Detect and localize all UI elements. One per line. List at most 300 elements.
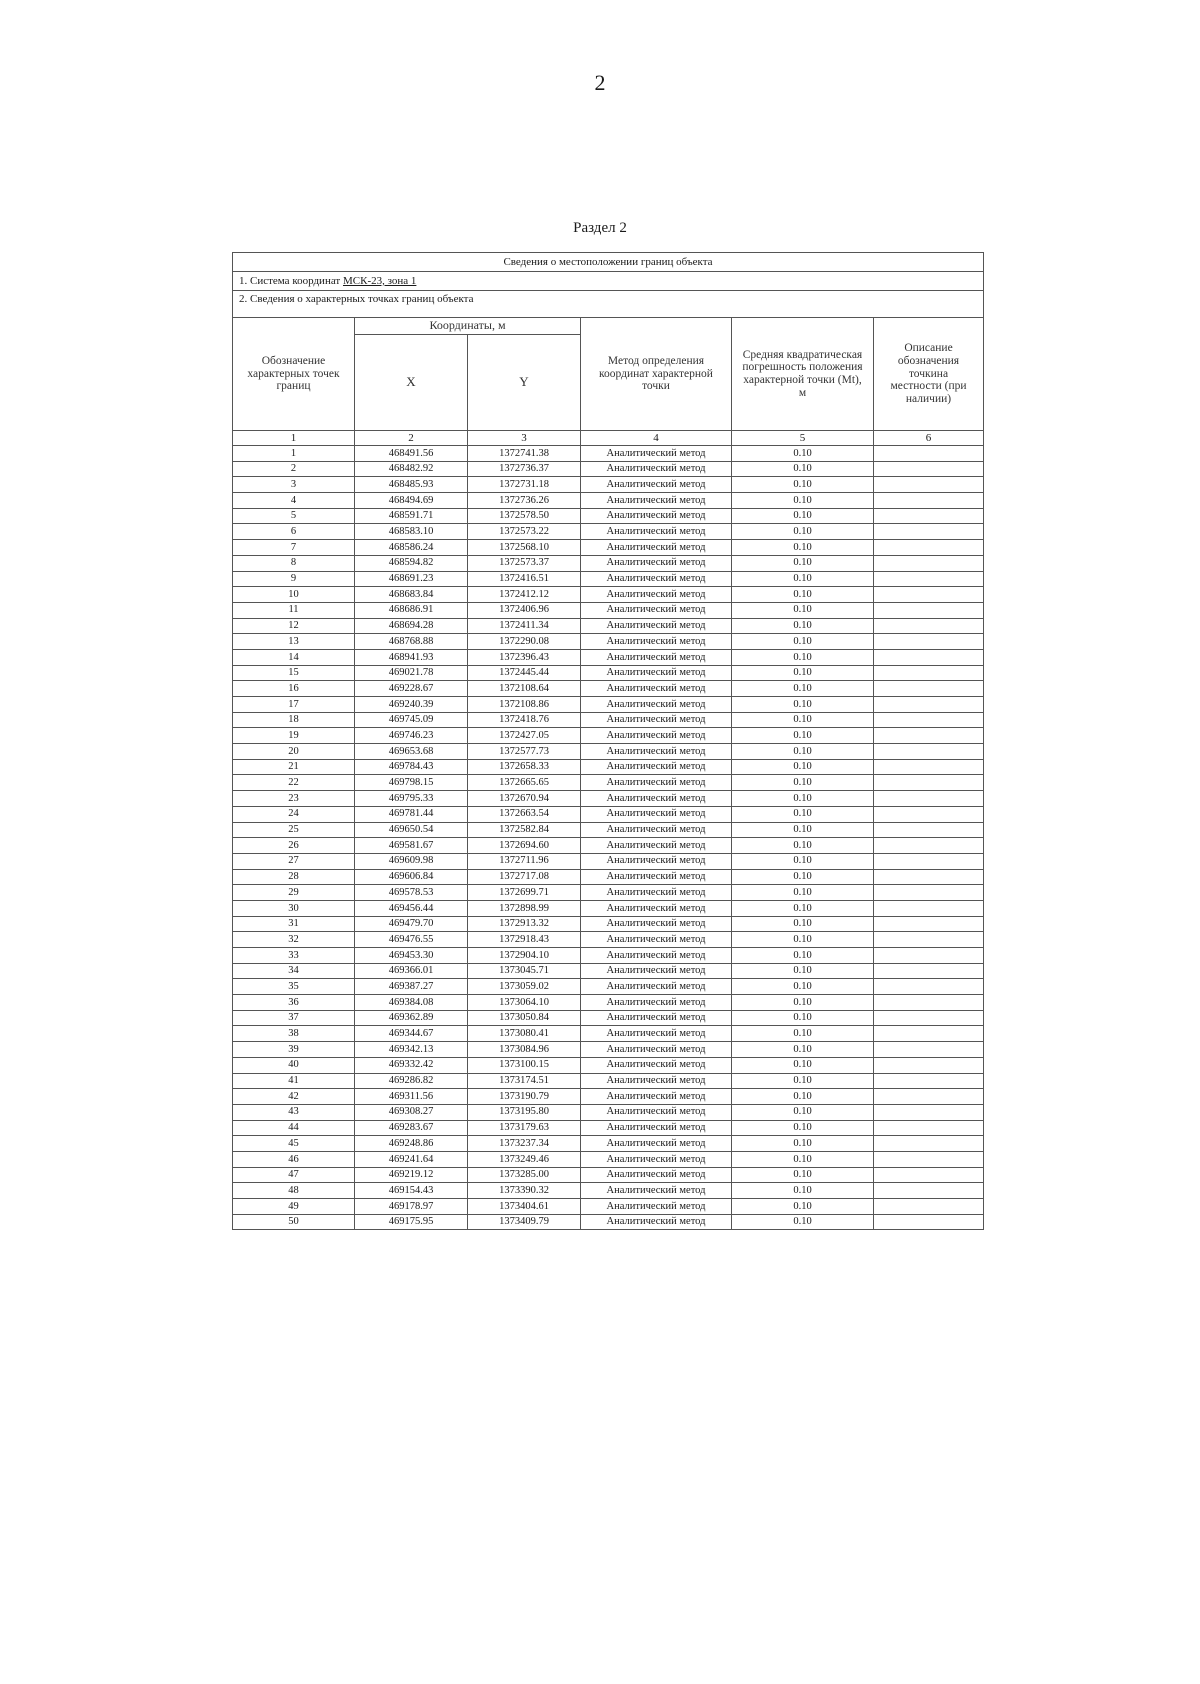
coordinate-x: 469456.44 xyxy=(355,900,468,916)
mean-error: 0.10 xyxy=(732,1136,874,1152)
table-row xyxy=(233,446,984,462)
coordinate-x: 469653.68 xyxy=(355,744,468,760)
mean-error: 0.10 xyxy=(732,932,874,948)
mean-error: 0.10 xyxy=(732,446,874,462)
method: Аналитический метод xyxy=(581,995,732,1011)
point-number: 50 xyxy=(233,1214,355,1230)
coordinate-x: 469479.70 xyxy=(355,916,468,932)
method: Аналитический метод xyxy=(581,916,732,932)
point-description xyxy=(874,461,984,477)
point-number: 22 xyxy=(233,775,355,791)
method: Аналитический метод xyxy=(581,1151,732,1167)
coordinate-y: 1373390.32 xyxy=(468,1183,581,1199)
table-row xyxy=(233,1214,984,1230)
coordinate-y: 1372699.71 xyxy=(468,885,581,901)
point-number: 11 xyxy=(233,602,355,618)
coordinate-x: 469344.67 xyxy=(355,1026,468,1042)
point-number: 30 xyxy=(233,900,355,916)
method: Аналитический метод xyxy=(581,1183,732,1199)
point-description xyxy=(874,1183,984,1199)
coordinate-x: 469606.84 xyxy=(355,869,468,885)
section-title: Раздел 2 xyxy=(573,220,627,236)
boundary-points-sheet xyxy=(232,252,983,1230)
point-number: 42 xyxy=(233,1089,355,1105)
point-description xyxy=(874,948,984,964)
table-row xyxy=(233,853,984,869)
point-number: 41 xyxy=(233,1073,355,1089)
coordinate-y: 1372573.22 xyxy=(468,524,581,540)
method: Аналитический метод xyxy=(581,885,732,901)
method: Аналитический метод xyxy=(581,1010,732,1026)
coordinate-x: 469781.44 xyxy=(355,806,468,822)
mean-error: 0.10 xyxy=(732,587,874,603)
point-number: 33 xyxy=(233,948,355,964)
mean-error: 0.10 xyxy=(732,618,874,634)
table-row xyxy=(233,1167,984,1183)
coordinate-y: 1372658.33 xyxy=(468,759,581,775)
coordinate-x: 469746.23 xyxy=(355,728,468,744)
point-description xyxy=(874,853,984,869)
coordinate-y: 1372406.96 xyxy=(468,602,581,618)
coordinate-y: 1373237.34 xyxy=(468,1136,581,1152)
method: Аналитический метод xyxy=(581,587,732,603)
point-description xyxy=(874,963,984,979)
coordinate-x: 468586.24 xyxy=(355,540,468,556)
table-row xyxy=(233,759,984,775)
coordinate-y: 1372670.94 xyxy=(468,791,581,807)
coordinate-y: 1373195.80 xyxy=(468,1104,581,1120)
point-description xyxy=(874,869,984,885)
point-number: 32 xyxy=(233,932,355,948)
point-description xyxy=(874,885,984,901)
table-row xyxy=(233,916,984,932)
table-row xyxy=(233,728,984,744)
point-description xyxy=(874,1104,984,1120)
column-number: 2 xyxy=(355,431,468,446)
header-method: Метод определения координат характерной точки xyxy=(581,318,732,431)
mean-error: 0.10 xyxy=(732,508,874,524)
column-number: 4 xyxy=(581,431,732,446)
table-row xyxy=(233,948,984,964)
coordinate-y: 1373100.15 xyxy=(468,1057,581,1073)
coordinate-y: 1373404.61 xyxy=(468,1199,581,1215)
method: Аналитический метод xyxy=(581,1167,732,1183)
coordinate-y: 1372578.50 xyxy=(468,508,581,524)
coordinate-x: 469240.39 xyxy=(355,697,468,713)
column-number: 6 xyxy=(874,431,984,446)
point-description xyxy=(874,791,984,807)
coordinate-x: 468491.56 xyxy=(355,446,468,462)
point-number: 39 xyxy=(233,1042,355,1058)
table-row xyxy=(233,602,984,618)
method: Аналитический метод xyxy=(581,1120,732,1136)
coordinate-x: 469609.98 xyxy=(355,853,468,869)
point-description xyxy=(874,1151,984,1167)
point-description xyxy=(874,477,984,493)
point-description xyxy=(874,1120,984,1136)
coordinate-y: 1372445.44 xyxy=(468,665,581,681)
coordinate-x: 468494.69 xyxy=(355,493,468,509)
coordinate-x: 468941.93 xyxy=(355,649,468,665)
method: Аналитический метод xyxy=(581,697,732,713)
table-row xyxy=(233,900,984,916)
point-description xyxy=(874,602,984,618)
point-description xyxy=(874,728,984,744)
point-number: 19 xyxy=(233,728,355,744)
point-number: 47 xyxy=(233,1167,355,1183)
point-description xyxy=(874,1199,984,1215)
point-number: 8 xyxy=(233,555,355,571)
coordinate-x: 468694.28 xyxy=(355,618,468,634)
point-description xyxy=(874,995,984,1011)
mean-error: 0.10 xyxy=(732,1183,874,1199)
coordinate-x: 469795.33 xyxy=(355,791,468,807)
coordinate-y: 1372898.99 xyxy=(468,900,581,916)
table-row xyxy=(233,791,984,807)
method: Аналитический метод xyxy=(581,1214,732,1230)
mean-error: 0.10 xyxy=(732,524,874,540)
mean-error: 0.10 xyxy=(732,728,874,744)
mean-error: 0.10 xyxy=(732,1057,874,1073)
mean-error: 0.10 xyxy=(732,869,874,885)
point-number: 44 xyxy=(233,1120,355,1136)
mean-error: 0.10 xyxy=(732,838,874,854)
point-description xyxy=(874,822,984,838)
points-section-label: 2. Сведения о характерных точках границ объекта xyxy=(233,291,984,318)
table-row xyxy=(233,963,984,979)
mean-error: 0.10 xyxy=(732,744,874,760)
point-description xyxy=(874,1214,984,1230)
coordinate-x: 469283.67 xyxy=(355,1120,468,1136)
point-number: 1 xyxy=(233,446,355,462)
method: Аналитический метод xyxy=(581,1104,732,1120)
point-number: 17 xyxy=(233,697,355,713)
boundary-points-table xyxy=(232,252,984,1230)
table-row xyxy=(233,995,984,1011)
coordinate-x: 468594.82 xyxy=(355,555,468,571)
point-number: 48 xyxy=(233,1183,355,1199)
point-number: 21 xyxy=(233,759,355,775)
mean-error: 0.10 xyxy=(732,900,874,916)
coordinate-x: 468683.84 xyxy=(355,587,468,603)
point-description xyxy=(874,1073,984,1089)
point-description xyxy=(874,618,984,634)
point-number: 27 xyxy=(233,853,355,869)
coordinate-x: 468485.93 xyxy=(355,477,468,493)
table-row xyxy=(233,477,984,493)
point-number: 37 xyxy=(233,1010,355,1026)
point-description xyxy=(874,979,984,995)
mean-error: 0.10 xyxy=(732,1214,874,1230)
header-error: Средняя квадратическая погрешность положения характерной точки (Mt), м xyxy=(732,318,874,431)
coordinate-system-value: МСК-23, зона 1 xyxy=(342,274,417,287)
mean-error: 0.10 xyxy=(732,979,874,995)
coordinate-y: 1372396.43 xyxy=(468,649,581,665)
coordinate-x: 469219.12 xyxy=(355,1167,468,1183)
table-row xyxy=(233,1199,984,1215)
table-row xyxy=(233,1057,984,1073)
method: Аналитический метод xyxy=(581,461,732,477)
point-description xyxy=(874,446,984,462)
mean-error: 0.10 xyxy=(732,697,874,713)
point-description xyxy=(874,775,984,791)
coordinate-y: 1373064.10 xyxy=(468,995,581,1011)
method: Аналитический метод xyxy=(581,477,732,493)
table-row xyxy=(233,587,984,603)
method: Аналитический метод xyxy=(581,932,732,948)
coordinate-y: 1372412.12 xyxy=(468,587,581,603)
point-description xyxy=(874,493,984,509)
mean-error: 0.10 xyxy=(732,602,874,618)
method: Аналитический метод xyxy=(581,822,732,838)
coordinate-x: 469248.86 xyxy=(355,1136,468,1152)
point-description xyxy=(874,1026,984,1042)
point-number: 35 xyxy=(233,979,355,995)
method: Аналитический метод xyxy=(581,1042,732,1058)
coordinate-y: 1373084.96 xyxy=(468,1042,581,1058)
table-row xyxy=(233,697,984,713)
table-row xyxy=(233,1151,984,1167)
point-number: 5 xyxy=(233,508,355,524)
point-description xyxy=(874,649,984,665)
method: Аналитический метод xyxy=(581,446,732,462)
page-number: 2 xyxy=(594,70,606,95)
table-row xyxy=(233,1089,984,1105)
coordinate-x: 469241.64 xyxy=(355,1151,468,1167)
coordinate-x: 468583.10 xyxy=(355,524,468,540)
mean-error: 0.10 xyxy=(732,1026,874,1042)
table-row xyxy=(233,806,984,822)
mean-error: 0.10 xyxy=(732,791,874,807)
table-row xyxy=(233,1136,984,1152)
table-row xyxy=(233,493,984,509)
point-number: 2 xyxy=(233,461,355,477)
mean-error: 0.10 xyxy=(732,1089,874,1105)
coordinate-y: 1372577.73 xyxy=(468,744,581,760)
point-description xyxy=(874,1010,984,1026)
method: Аналитический метод xyxy=(581,493,732,509)
method: Аналитический метод xyxy=(581,508,732,524)
header-designation: Обозначение характерных точек границ xyxy=(233,318,355,431)
coordinate-y: 1373190.79 xyxy=(468,1089,581,1105)
table-row xyxy=(233,744,984,760)
coordinate-y: 1372573.37 xyxy=(468,555,581,571)
point-description xyxy=(874,1136,984,1152)
coordinate-x: 469387.27 xyxy=(355,979,468,995)
coordinate-x: 469286.82 xyxy=(355,1073,468,1089)
method: Аналитический метод xyxy=(581,1199,732,1215)
point-description xyxy=(874,916,984,932)
method: Аналитический метод xyxy=(581,649,732,665)
coordinate-y: 1372108.86 xyxy=(468,697,581,713)
method: Аналитический метод xyxy=(581,1073,732,1089)
table-row xyxy=(233,461,984,477)
table-row xyxy=(233,649,984,665)
point-description xyxy=(874,1057,984,1073)
table-row xyxy=(233,681,984,697)
method: Аналитический метод xyxy=(581,1026,732,1042)
table-row xyxy=(233,1104,984,1120)
table-row xyxy=(233,1010,984,1026)
method: Аналитический метод xyxy=(581,712,732,728)
mean-error: 0.10 xyxy=(732,759,874,775)
table-row xyxy=(233,838,984,854)
table-row xyxy=(233,775,984,791)
method: Аналитический метод xyxy=(581,524,732,540)
coordinate-system-label: 1. Система координат xyxy=(239,274,341,287)
coordinate-y: 1373409.79 xyxy=(468,1214,581,1230)
point-number: 40 xyxy=(233,1057,355,1073)
coordinate-y: 1373179.63 xyxy=(468,1120,581,1136)
mean-error: 0.10 xyxy=(732,1199,874,1215)
method: Аналитический метод xyxy=(581,869,732,885)
method: Аналитический метод xyxy=(581,948,732,964)
point-number: 38 xyxy=(233,1026,355,1042)
coordinate-x: 468482.92 xyxy=(355,461,468,477)
coordinate-y: 1373285.00 xyxy=(468,1167,581,1183)
method: Аналитический метод xyxy=(581,634,732,650)
table-row xyxy=(233,524,984,540)
point-number: 10 xyxy=(233,587,355,603)
header-description: Описание обозначения точкина местности (при наличии) xyxy=(874,318,984,431)
column-number: 1 xyxy=(233,431,355,446)
table-row xyxy=(233,822,984,838)
point-description xyxy=(874,838,984,854)
point-number: 43 xyxy=(233,1104,355,1120)
mean-error: 0.10 xyxy=(732,461,874,477)
coordinate-y: 1373080.41 xyxy=(468,1026,581,1042)
coordinate-x: 469021.78 xyxy=(355,665,468,681)
mean-error: 0.10 xyxy=(732,540,874,556)
coordinate-y: 1372663.54 xyxy=(468,806,581,822)
mean-error: 0.10 xyxy=(732,681,874,697)
point-number: 3 xyxy=(233,477,355,493)
table-row xyxy=(233,665,984,681)
mean-error: 0.10 xyxy=(732,916,874,932)
table-row xyxy=(233,712,984,728)
point-number: 16 xyxy=(233,681,355,697)
coordinate-x: 469798.15 xyxy=(355,775,468,791)
mean-error: 0.10 xyxy=(732,822,874,838)
method: Аналитический метод xyxy=(581,775,732,791)
coordinate-x: 468591.71 xyxy=(355,508,468,524)
point-description xyxy=(874,665,984,681)
mean-error: 0.10 xyxy=(732,571,874,587)
point-description xyxy=(874,587,984,603)
method: Аналитический метод xyxy=(581,791,732,807)
method: Аналитический метод xyxy=(581,900,732,916)
coordinate-system-row xyxy=(233,272,984,291)
mean-error: 0.10 xyxy=(732,1073,874,1089)
point-number: 31 xyxy=(233,916,355,932)
coordinate-y: 1373059.02 xyxy=(468,979,581,995)
method: Аналитический метод xyxy=(581,618,732,634)
method: Аналитический метод xyxy=(581,759,732,775)
point-number: 28 xyxy=(233,869,355,885)
method: Аналитический метод xyxy=(581,1136,732,1152)
coordinate-y: 1372418.76 xyxy=(468,712,581,728)
coordinate-x: 469650.54 xyxy=(355,822,468,838)
header-coordinates: Координаты, м xyxy=(355,318,581,335)
mean-error: 0.10 xyxy=(732,775,874,791)
column-number: 5 xyxy=(732,431,874,446)
point-number: 25 xyxy=(233,822,355,838)
method: Аналитический метод xyxy=(581,555,732,571)
point-number: 20 xyxy=(233,744,355,760)
mean-error: 0.10 xyxy=(732,1104,874,1120)
mean-error: 0.10 xyxy=(732,649,874,665)
table-row xyxy=(233,618,984,634)
method: Аналитический метод xyxy=(581,838,732,854)
method: Аналитический метод xyxy=(581,728,732,744)
coordinate-y: 1372411.34 xyxy=(468,618,581,634)
coordinate-x: 469342.13 xyxy=(355,1042,468,1058)
table-row xyxy=(233,885,984,901)
coordinate-x: 469178.97 xyxy=(355,1199,468,1215)
coordinate-x: 469311.56 xyxy=(355,1089,468,1105)
table-row xyxy=(233,540,984,556)
point-number: 24 xyxy=(233,806,355,822)
point-number: 4 xyxy=(233,493,355,509)
point-number: 29 xyxy=(233,885,355,901)
coordinate-x: 469581.67 xyxy=(355,838,468,854)
mean-error: 0.10 xyxy=(732,665,874,681)
coordinate-y: 1372416.51 xyxy=(468,571,581,587)
table-row xyxy=(233,979,984,995)
coordinate-y: 1372582.84 xyxy=(468,822,581,838)
coordinate-y: 1372904.10 xyxy=(468,948,581,964)
coordinate-y: 1372665.65 xyxy=(468,775,581,791)
mean-error: 0.10 xyxy=(732,853,874,869)
coordinate-x: 469578.53 xyxy=(355,885,468,901)
point-number: 13 xyxy=(233,634,355,650)
point-number: 34 xyxy=(233,963,355,979)
coordinate-x: 469362.89 xyxy=(355,1010,468,1026)
method: Аналитический метод xyxy=(581,1057,732,1073)
coordinate-y: 1372694.60 xyxy=(468,838,581,854)
coordinate-x: 469332.42 xyxy=(355,1057,468,1073)
method: Аналитический метод xyxy=(581,744,732,760)
coordinate-y: 1372568.10 xyxy=(468,540,581,556)
coordinate-x: 469175.95 xyxy=(355,1214,468,1230)
mean-error: 0.10 xyxy=(732,493,874,509)
mean-error: 0.10 xyxy=(732,948,874,964)
coordinate-y: 1372290.08 xyxy=(468,634,581,650)
coordinate-y: 1372918.43 xyxy=(468,932,581,948)
point-number: 36 xyxy=(233,995,355,1011)
mean-error: 0.10 xyxy=(732,1151,874,1167)
point-description xyxy=(874,932,984,948)
point-number: 18 xyxy=(233,712,355,728)
point-number: 46 xyxy=(233,1151,355,1167)
method: Аналитический метод xyxy=(581,979,732,995)
point-description xyxy=(874,555,984,571)
mean-error: 0.10 xyxy=(732,1167,874,1183)
column-number: 3 xyxy=(468,431,581,446)
coordinate-y: 1373050.84 xyxy=(468,1010,581,1026)
mean-error: 0.10 xyxy=(732,477,874,493)
coordinate-y: 1372711.96 xyxy=(468,853,581,869)
point-number: 14 xyxy=(233,649,355,665)
mean-error: 0.10 xyxy=(732,885,874,901)
coordinate-x: 469476.55 xyxy=(355,932,468,948)
point-number: 9 xyxy=(233,571,355,587)
coordinate-y: 1372741.38 xyxy=(468,446,581,462)
mean-error: 0.10 xyxy=(732,1120,874,1136)
point-description xyxy=(874,681,984,697)
point-number: 12 xyxy=(233,618,355,634)
point-description xyxy=(874,806,984,822)
